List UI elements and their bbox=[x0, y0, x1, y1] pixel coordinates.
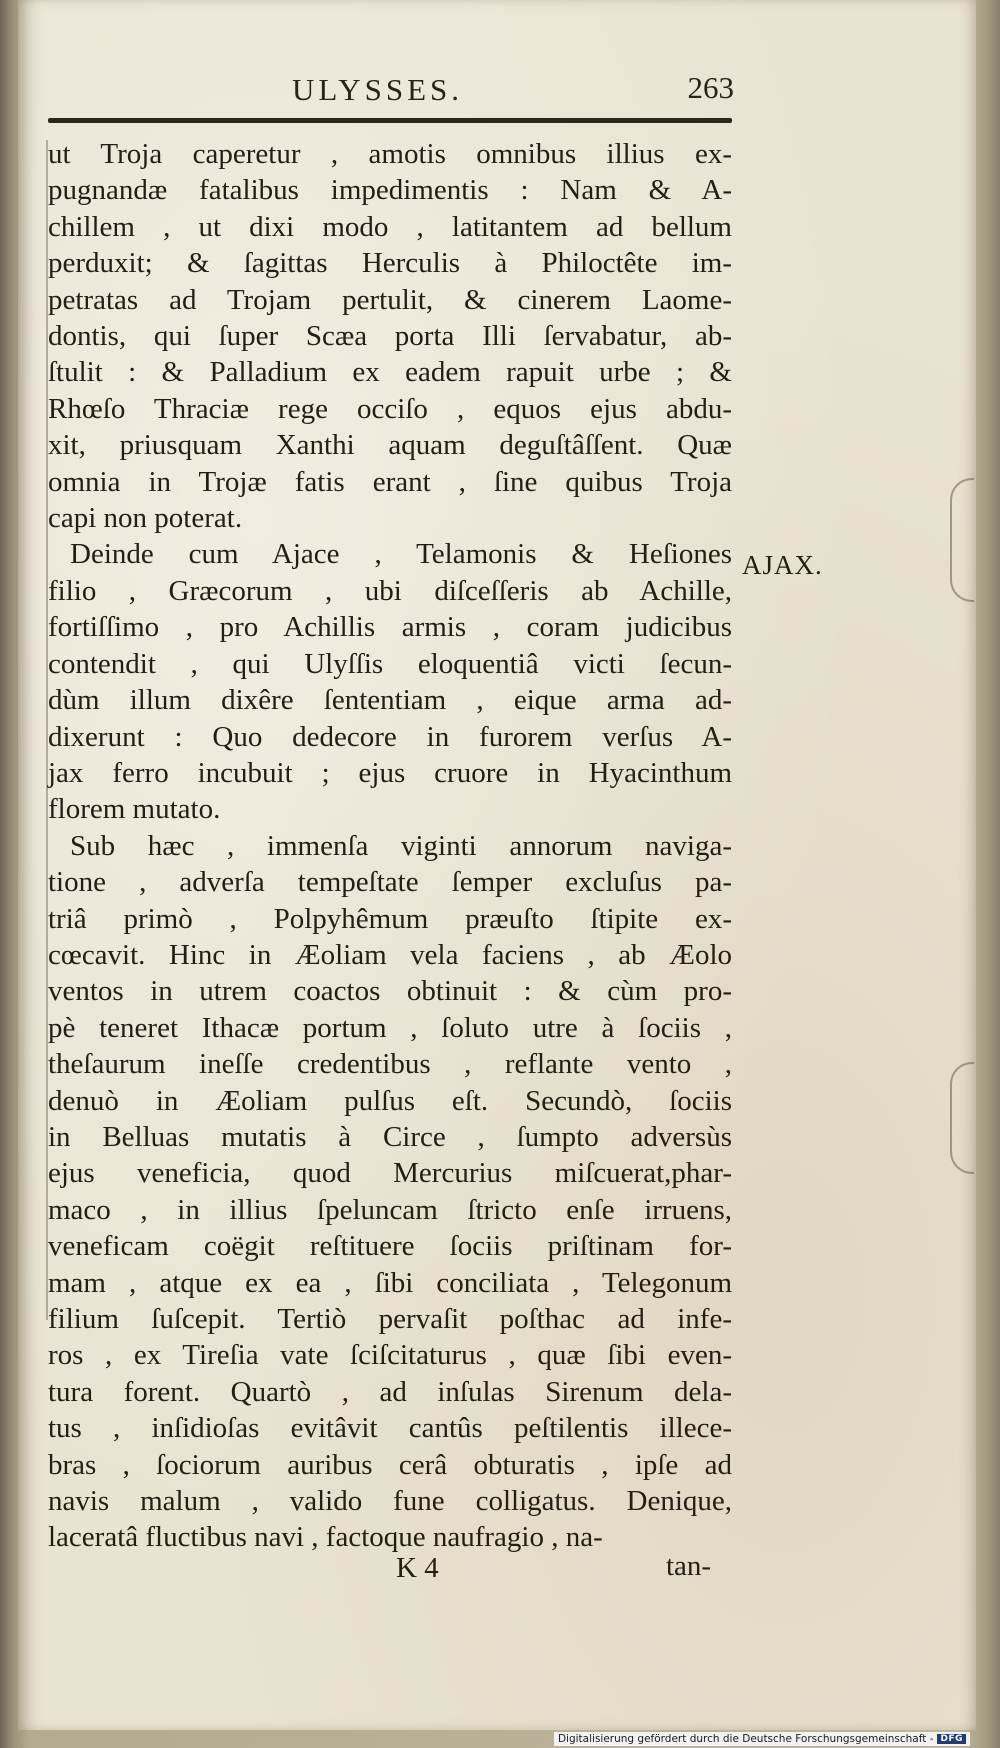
text-line: Deinde cum Ajace , Telamonis & Heſiones bbox=[70, 538, 732, 571]
text-line: filio , Græcorum , ubi diſceſſeris ab Achille, bbox=[48, 574, 732, 607]
text-line: maco , in illius ſpeluncam ſtricto enſe irruens, bbox=[48, 1193, 732, 1226]
text-line: Rhœſo Thraciæ rege occiſo , equos ejus abdu- bbox=[48, 392, 732, 425]
text-line: ventos in utrem coactos obtinuit : & cùm pro- bbox=[48, 975, 732, 1008]
text-line: laceratâ fluctibus navi , factoque naufragio , na- bbox=[48, 1521, 603, 1554]
text-line: dùm illum dixêre ſententiam , eique arma ad- bbox=[48, 684, 732, 717]
text-line: florem mutato. bbox=[48, 793, 221, 826]
text-line: ejus veneficia, quod Mercurius miſcuerat,phar- bbox=[48, 1157, 732, 1190]
text-line: ut Troja caperetur , amotis omnibus illius ex- bbox=[48, 138, 732, 170]
text-line: mam , atque ex ea , ſibi conciliata , Telegonum bbox=[48, 1266, 732, 1299]
header-rule bbox=[48, 118, 732, 123]
text-line: bras , ſociorum auribus cerâ obturatis , ipſe ad bbox=[48, 1448, 732, 1481]
paragraph bbox=[48, 136, 732, 536]
paragraph bbox=[48, 828, 732, 1556]
text-line: ros , ex Tireſia vate ſciſcitaturus , quæ ſibi even- bbox=[48, 1339, 732, 1372]
text-line: pè teneret Ithacæ portum , ſoluto utre à ſociis , bbox=[48, 1011, 732, 1044]
text-line: tione , adverſa tempeſtate ſemper excluſus pa- bbox=[48, 866, 732, 899]
text-line: denuò in Æoliam pulſus eſt. Secundò, ſociis bbox=[48, 1084, 732, 1117]
text-line: chillem , ut dixi modo , latitantem ad bellum bbox=[48, 210, 732, 243]
credit-text: Digitalisierung gefördert durch die Deutsche Forschungsgemeinschaft - bbox=[557, 1733, 934, 1745]
page-edge-tab bbox=[950, 1062, 974, 1174]
text-line: jax ferro incubuit ; ejus cruore in Hyacinthum bbox=[48, 756, 732, 789]
text-line: omnia in Trojæ fatis erant , ſine quibus Troja bbox=[48, 465, 732, 498]
text-line: petratas ad Trojam pertulit, & cinerem Laome- bbox=[48, 283, 732, 316]
text-line: ſtulit : & Palladium ex eadem rapuit urbe ; & bbox=[48, 356, 732, 389]
text-line: tura forent. Quartò , ad inſulas Sirenum dela- bbox=[48, 1375, 732, 1408]
text-line: tus , inſidioſas evitâvit cantûs peſtilentis illece- bbox=[48, 1412, 732, 1445]
page-edge-tab bbox=[950, 478, 974, 602]
signature-mark: K 4 bbox=[396, 1552, 439, 1584]
text-line: pugnandæ fatalibus impedimentis : Nam & A- bbox=[48, 174, 732, 207]
text-line: navis malum , valido fune colligatus. Denique, bbox=[48, 1485, 732, 1518]
page-number: 263 bbox=[687, 70, 734, 105]
text-line: triâ primò , Polpyhêmum præuſto ſtipite ex- bbox=[48, 902, 732, 935]
text-line: theſaurum ineſſe credentibus , reflante vento , bbox=[48, 1048, 732, 1081]
text-line: filium ſuſcepit. Tertiò pervaſit poſthac ad infe- bbox=[48, 1303, 732, 1335]
margin-note: AJAX. bbox=[742, 550, 823, 580]
text-line: veneficam coëgit reſtituere ſociis priſtinam for- bbox=[48, 1230, 732, 1263]
text-line: contendit , qui Ulyſſis eloquentiâ victi ſecun- bbox=[48, 647, 732, 680]
text-line: cœcavit. Hinc in Æoliam vela faciens , ab Æolo bbox=[48, 938, 732, 971]
text-line: xit, priusquam Xanthi aquam deguſtâſſent. Quæ bbox=[48, 429, 732, 462]
body-text bbox=[48, 136, 732, 1556]
dfg-logo: DFG bbox=[937, 1734, 966, 1744]
digitization-credit bbox=[554, 1732, 970, 1746]
paragraph bbox=[48, 536, 732, 827]
text-line: dontis, qui ſuper Scæa porta Illi ſervabatur, ab- bbox=[48, 320, 732, 353]
text-line: dixerunt : Quo dedecore in furorem verſus A- bbox=[48, 720, 732, 753]
running-head: ULYSSES. bbox=[292, 72, 464, 107]
page-header bbox=[48, 60, 734, 110]
text-line: fortiſſimo , pro Achillis armis , coram judicibus bbox=[48, 611, 732, 644]
catchword: tan- bbox=[666, 1550, 712, 1582]
text-line: perduxit; & ſagittas Herculis à Philoctête im- bbox=[48, 247, 732, 280]
text-line: in Belluas mutatis à Circe , ſumpto adversùs bbox=[48, 1120, 732, 1153]
text-line: Sub hæc , immenſa viginti annorum naviga- bbox=[70, 829, 732, 862]
text-line: capi non poterat. bbox=[48, 502, 243, 535]
